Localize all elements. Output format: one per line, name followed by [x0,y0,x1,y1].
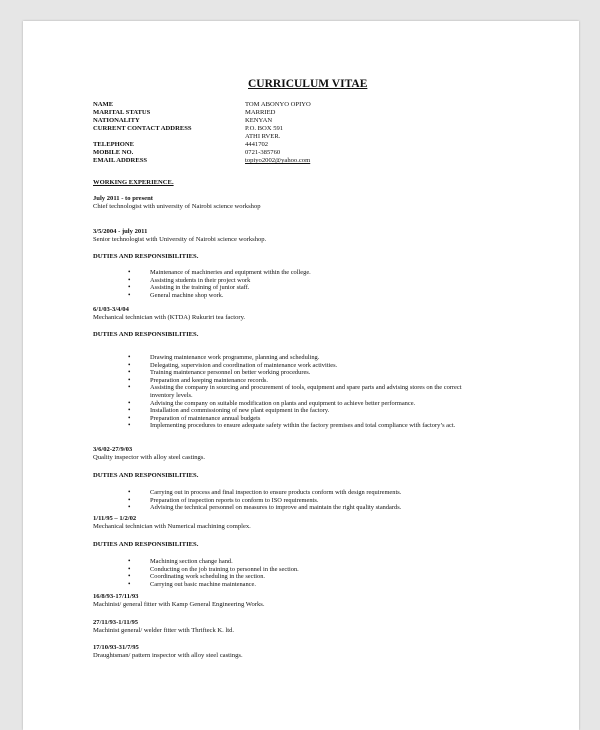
duties-list-3 [128,489,401,512]
job2-period: 3/5/2004 - july 2011 [93,228,148,235]
list-item: • Installation and commissioning of new plant equipment in the factory. [128,407,461,415]
list-item: • Coordinating work scheduling in the section. [128,573,299,581]
list-item: • Carrying out in process and final inspection to ensure products conform with design requirements. [128,489,401,497]
marital-status-label: MARITAL STATUS [93,109,151,116]
job4-role: Quality inspector with alloy steel castings. [93,454,206,461]
nationality-value: KENYAN [245,117,273,124]
working-experience-heading: WORKING EXPERIENCE. [93,179,174,186]
telephone-label: TELEPHONE [93,141,135,148]
mobile-label: MOBILE NO. [93,149,134,156]
list-item: • Preparation of maintenance annual budgets [128,415,461,423]
address-value: P.O. BOX 591 [245,125,284,132]
duties-heading-3: DUTIES AND RESPONSIBILITIES. [93,472,199,479]
duties-list-1 [128,269,311,299]
job8-role: Draughtsman/ pattern inspector with alloy steel castings. [93,652,243,659]
list-item: • Advising the technical personnel on measures to improve and maintain the right quality standards. [128,504,401,512]
email-label: EMAIL ADDRESS [93,157,148,164]
job3-role: Mechanical technician with (KTDA) Rukuriri tea factory. [93,314,246,321]
job5-period: 1/11/95 – 1/2/02 [93,515,137,522]
job7-role: Machinist general/ welder fitter with Thrifteck K. ltd. [93,627,235,634]
mobile-value: 0721-385760 [245,149,281,156]
email-link[interactable]: topiyo2002@yahoo.com [245,157,311,164]
list-item: • Delegating, supervision and coordination of maintenance work activities. [128,362,461,370]
name-label: NAME [93,101,114,108]
list-item: • Implementing procedures to ensure adequate safety within the factory premises and total compliance with factory’s act. [128,422,461,430]
duties-list-4 [128,558,299,588]
list-item: • Conducting on the job training to personnel in the section. [128,566,299,574]
duties-list-2 [128,354,461,430]
list-item: • Machining section change hand. [128,558,299,566]
list-item: • Training maintenance personnel on better working procedures. [128,369,461,377]
cv-title: CURRICULUM VITAE [248,78,368,90]
name-value: TOM ABONYO OPIYO [245,101,311,108]
list-item: • Carrying out basic machine maintenance. [128,581,299,589]
list-item: • Assisting in the training of junior staff. [128,284,311,292]
list-item: • Advising the company on suitable modification on plants and equipment to achieve better performance. [128,400,461,408]
list-item: • Maintenance of machineries and equipment within the college. [128,269,311,277]
duties-heading-1: DUTIES AND RESPONSIBILITIES. [93,253,199,260]
job1-period: July 2011 - to present [93,195,153,202]
job1-role: Chief technologist with university of Nairobi science workshop [93,203,261,210]
job7-period: 27/11/93-1/11/95 [93,619,139,626]
job8-period: 17/10/93-31/7/95 [93,644,139,651]
list-item: • Preparation of inspection reports to conform to ISO requirements. [128,497,401,505]
document-page [23,21,579,730]
job6-period: 16/8/93-17/11/93 [93,593,139,600]
job3-period: 6/1/03-3/4/04 [93,306,129,313]
duties-heading-4: DUTIES AND RESPONSIBILITIES. [93,541,199,548]
list-item: • Drawing maintenance work programme, planning and scheduling. [128,354,461,362]
job5-role: Mechanical technician with Numerical machining complex. [93,523,251,530]
list-item: • General machine shop work. [128,292,311,300]
duties-heading-2: DUTIES AND RESPONSIBILITIES. [93,331,199,338]
list-item: • Assisting students in their project work [128,277,311,285]
telephone-value: 4441702 [245,141,269,148]
job4-period: 3/6/02-27/9/03 [93,446,133,453]
list-item: • Assisting the company in sourcing and procurement of tools, equipment and spare parts and advising stores on the correct inventory levels. [128,384,461,399]
job6-role: Machinist/ general fitter with Kamp General Engineering Works. [93,601,265,608]
nationality-label: NATIONALITY [93,117,140,124]
job2-role: Senior technologist with University of Nairobi science workshop. [93,236,267,243]
marital-status-value: MARRIED [245,109,276,116]
address-label: CURRENT CONTACT ADDRESS [93,125,192,132]
address-value-line2: ATHI RVER. [245,133,281,140]
list-item: • Preparation and keeping maintenance records. [128,377,461,385]
